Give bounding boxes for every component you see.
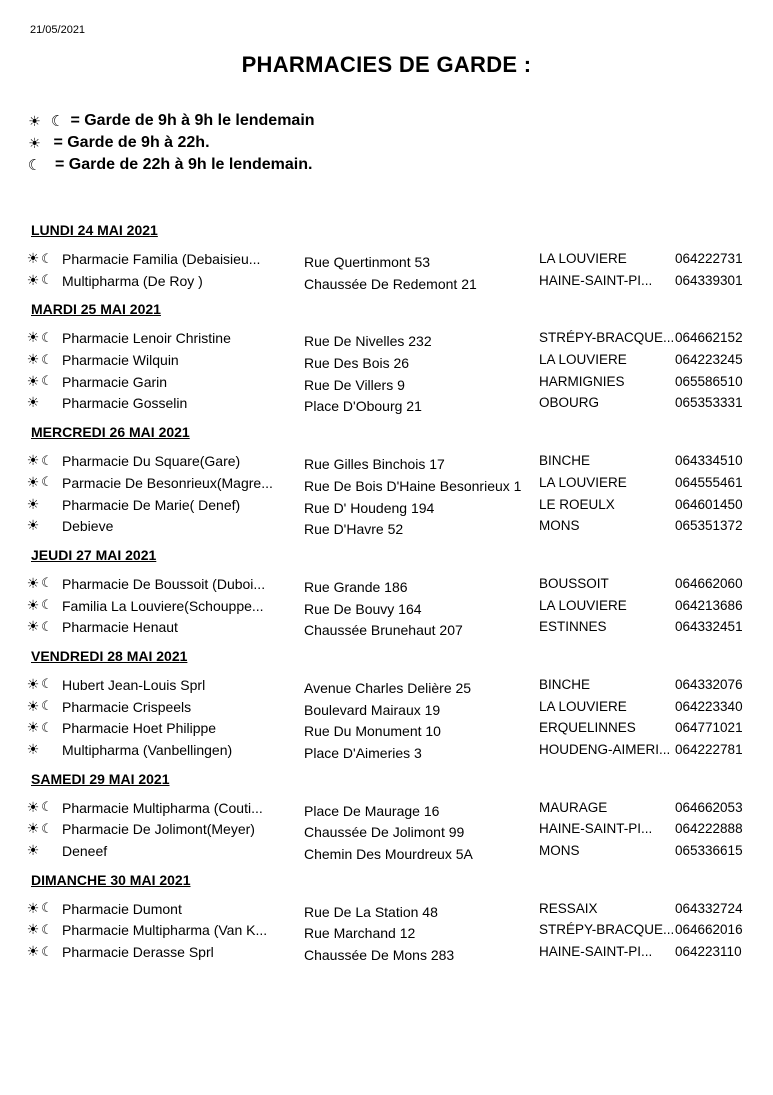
day-section [26, 218, 750, 291]
pharmacy-phone: 064222781 [675, 742, 743, 757]
pharmacy-row [26, 717, 750, 739]
pharmacy-address: Rue D'Havre 52 [304, 521, 404, 538]
pharmacy-city: MONS [539, 843, 580, 859]
moon-icon: ☾ [41, 474, 53, 490]
sun-icon: ☀ [26, 820, 40, 837]
duty-icons [26, 576, 62, 590]
day-section [26, 868, 750, 963]
pharmacy-city: LA LOUVIERE [539, 352, 627, 368]
pharmacy-row [26, 371, 750, 393]
sun-icon: ☀ [26, 473, 40, 490]
sun-icon: ☀ [26, 943, 40, 960]
pharmacy-address: Chaussée De Redemont 21 [304, 275, 477, 292]
schedule [26, 218, 750, 969]
pharmacy-phone: 064662053 [675, 799, 743, 815]
moon-icon: ☾ [41, 698, 53, 714]
moon-icon: ☾ [41, 452, 53, 468]
pharmacy-address: Rue Quertinmont 53 [304, 254, 431, 270]
duty-icons [26, 821, 62, 835]
legend-text: = Garde de 9h à 22h. [49, 134, 210, 151]
moon-icon: ☾ [41, 676, 53, 692]
pharmacy-name: Pharmacie Garin [62, 373, 168, 390]
pharmacy-address: Avenue Charles Delière 25 [304, 679, 472, 696]
duty-icons [26, 518, 62, 532]
pharmacy-phone: 064222888 [675, 821, 743, 837]
pharmacy-name: Pharmacie Du Square(Gare) [62, 453, 241, 470]
duty-icons [26, 251, 62, 265]
day-header: VENDREDI 28 MAI 2021 [31, 647, 188, 664]
pharmacy-phone: 064771021 [675, 720, 743, 736]
pharmacy-phone: 065353331 [675, 395, 743, 411]
moon-icon: ☾ [41, 329, 53, 345]
duty-icons [26, 720, 62, 734]
pharmacy-row [26, 674, 750, 696]
pharmacy-address: Rue Des Bois 26 [304, 355, 410, 372]
pharmacy-name: Pharmacie Dumont [62, 900, 182, 917]
pharmacy-city: LA LOUVIERE [539, 597, 627, 613]
duty-icons [26, 901, 62, 915]
duty-icons [26, 598, 62, 612]
pharmacy-city: OBOURG [539, 395, 600, 411]
pharmacy-city: RESSAIX [539, 900, 598, 916]
moon-icon: ☾ [41, 618, 53, 634]
legend-text: = Garde de 9h à 9h le lendemain [66, 112, 315, 129]
legend-text: = Garde de 22h à 9h le lendemain. [55, 156, 313, 173]
sun-icon: ☀ [26, 697, 40, 714]
duty-icons [26, 619, 62, 633]
pharmacy-name: Pharmacie Multipharma (Van K... [62, 922, 268, 939]
duty-icons [26, 273, 62, 287]
pharmacy-row [26, 696, 750, 718]
pharmacy-city: BINCHE [539, 676, 591, 692]
pharmacy-phone: 064223340 [675, 698, 743, 714]
day-section [26, 420, 750, 537]
pharmacy-phone: 064223245 [675, 352, 743, 368]
duty-icons [26, 800, 62, 814]
duty-icons [26, 497, 62, 511]
sun-icon: ☀ [26, 250, 40, 266]
sun-icon: ☀ [26, 495, 40, 512]
legend [26, 110, 315, 176]
pharmacy-city: LE ROEULX [539, 496, 615, 512]
pharmacy-name: Pharmacie De Marie( Denef) [62, 496, 241, 513]
pharmacy-name: Debieve [62, 518, 114, 535]
sun-icon: ☀ [26, 719, 40, 736]
sun-icon: ☀ [26, 452, 40, 469]
day-section [26, 767, 750, 862]
pharmacy-phone: 064223110 [675, 944, 742, 960]
pharmacy-address: Chaussée De Mons 283 [304, 947, 455, 964]
pharmacy-phone: 064601450 [675, 496, 743, 512]
pharmacy-name: Pharmacie De Boussoit (Duboi... [62, 575, 266, 592]
moon-icon: ☾ [27, 156, 42, 174]
sun-icon: ☀ [26, 842, 40, 859]
pharmacy-row [26, 515, 750, 537]
pharmacy-name: Pharmacie Henaut [62, 619, 178, 636]
moon-icon: ☾ [41, 250, 53, 266]
pharmacy-phone: 064332076 [675, 676, 743, 692]
pharmacy-phone: 065336615 [675, 843, 743, 859]
pharmacy-row [26, 270, 750, 292]
sun-icon: ☀ [26, 351, 40, 368]
pharmacy-address: Chemin Des Mourdreux 5A [304, 846, 473, 863]
moon-icon: ☾ [41, 597, 53, 613]
pharmacy-name: Pharmacie Derasse Sprl [62, 944, 214, 961]
sun-icon: ☀ [26, 517, 40, 534]
duty-icons [26, 352, 62, 366]
pharmacy-address: Rue Grande 186 [304, 578, 408, 595]
pharmacy-phone: 064334510 [675, 453, 743, 469]
moon-icon: ☾ [41, 943, 53, 959]
pharmacy-city: ESTINNES [539, 619, 607, 635]
duty-icons [26, 699, 62, 713]
pharmacy-address: Rue De Villers 9 [304, 376, 405, 393]
sun-icon: ☀ [26, 394, 40, 411]
sun-icon: ☀ [26, 798, 40, 815]
page-title: PHARMACIES DE GARDE : [241, 52, 532, 77]
pharmacy-address: Rue D' Houdeng 194 [304, 499, 435, 516]
pharmacy-name: Parmacie De Besonrieux(Magre... [62, 474, 273, 491]
pharmacy-phone: 065586510 [675, 373, 743, 389]
duty-icons [26, 475, 62, 489]
day-section [26, 644, 750, 761]
pharmacy-city: HAINE-SAINT-PI... [539, 821, 653, 837]
pharmacy-phone: 064332451 [675, 619, 743, 635]
day-header: JEUDI 27 MAI 2021 [31, 546, 157, 563]
duty-icons [26, 742, 62, 756]
sun-icon: ☀ [26, 329, 40, 346]
duty-icons [26, 843, 62, 857]
pharmacy-phone: 064662152 [675, 330, 743, 346]
pharmacy-row [26, 349, 750, 371]
pharmacy-address: Place D'Aimeries 3 [304, 745, 422, 761]
pharmacy-city: HAINE-SAINT-PI... [539, 944, 653, 960]
moon-icon: ☾ [41, 272, 53, 288]
pharmacy-name: Multipharma (Vanbellingen) [62, 742, 233, 758]
legend-item [26, 110, 315, 132]
pharmacy-address: Boulevard Mairaux 19 [304, 701, 441, 718]
pharmacy-row [26, 616, 750, 638]
sun-icon: ☀ [26, 618, 40, 635]
legend-item [26, 132, 315, 154]
duty-icons [26, 374, 62, 388]
pharmacy-city: ERQUELINNES [539, 720, 636, 736]
pharmacy-city: MONS [539, 518, 580, 534]
moon-icon: ☾ [41, 799, 53, 815]
pharmacy-address: Rue De Bois D'Haine Besonrieux 1 [304, 477, 522, 494]
sun-icon: ☀ [26, 899, 40, 916]
day-header: MERCREDI 26 MAI 2021 [31, 424, 190, 441]
pharmacy-phone: 064213686 [675, 597, 743, 613]
day-section [26, 543, 750, 638]
pharmacy-address: Rue De La Station 48 [304, 903, 438, 920]
pharmacy-row [26, 797, 750, 819]
pharmacy-phone: 064332724 [675, 900, 743, 916]
pharmacy-row [26, 327, 750, 349]
pharmacy-address: Rue De Nivelles 232 [304, 333, 432, 350]
pharmacy-name: Familia La Louviere(Schouppe... [62, 597, 264, 614]
moon-icon: ☾ [41, 351, 53, 367]
pharmacy-row [26, 472, 750, 494]
duty-icons [26, 330, 62, 344]
pharmacy-phone: 064339301 [675, 272, 743, 288]
document-date: 21/05/2021 [30, 24, 86, 36]
day-header: SAMEDI 29 MAI 2021 [31, 770, 170, 787]
day-header: LUNDI 24 MAI 2021 [31, 222, 158, 238]
pharmacy-row [26, 595, 750, 617]
day-header: DIMANCHE 30 MAI 2021 [31, 871, 191, 888]
pharmacy-address: Rue Marchand 12 [304, 925, 416, 942]
pharmacy-row [26, 739, 750, 761]
pharmacy-phone: 065351372 [675, 518, 743, 534]
pharmacy-name: Hubert Jean-Louis Sprl [62, 676, 206, 693]
pharmacy-city: LA LOUVIERE [539, 474, 627, 490]
pharmacy-name: Pharmacie Multipharma (Couti... [62, 799, 263, 816]
pharmacy-phone: 064662016 [675, 922, 743, 938]
moon-icon: ☾ [41, 373, 53, 389]
pharmacy-city: LA LOUVIERE [539, 251, 627, 266]
day-section [26, 297, 750, 414]
pharmacy-city: MAURAGE [539, 799, 608, 815]
moon-icon: ☾ [41, 921, 53, 937]
pharmacy-city: STRÉPY-BRACQUE... [539, 330, 675, 346]
pharmacy-address: Chaussée De Jolimont 99 [304, 824, 465, 841]
pharmacy-row [26, 573, 750, 595]
pharmacy-name: Pharmacie Hoet Philippe [62, 720, 217, 737]
pharmacy-row [26, 248, 750, 270]
pharmacy-city: LA LOUVIERE [539, 698, 627, 714]
pharmacy-row [26, 818, 750, 840]
pharmacy-city: HARMIGNIES [539, 373, 625, 389]
pharmacy-city: BOUSSOIT [539, 575, 609, 591]
pharmacy-city: STRÉPY-BRACQUE... [539, 922, 675, 938]
duty-icons [26, 395, 62, 409]
pharmacy-name: Pharmacie Crispeels [62, 698, 192, 715]
duty-icons [26, 922, 62, 936]
sun-icon: ☀ [26, 271, 40, 288]
pharmacy-address: Place D'Obourg 21 [304, 398, 422, 415]
pharmacy-row [26, 494, 750, 516]
sun-icon: ☀ [26, 741, 40, 757]
pharmacy-phone: 064662060 [675, 575, 743, 591]
pharmacy-row [26, 941, 750, 963]
pharmacy-name: Pharmacie De Jolimont(Meyer) [62, 821, 255, 838]
sun-icon: ☀ [28, 135, 41, 151]
pharmacy-name: Pharmacie Gosselin [62, 395, 188, 412]
pharmacy-address: Rue De Bouvy 164 [304, 600, 422, 617]
sun-icon: ☀ [26, 574, 40, 591]
pharmacy-name: Deneef [62, 843, 108, 860]
pharmacy-city: HOUDENG-AIMERI... [539, 742, 671, 757]
pharmacy-name: Multipharma (De Roy ) [62, 272, 203, 289]
pharmacy-row [26, 898, 750, 920]
duty-icons [26, 453, 62, 467]
moon-icon: ☾ [41, 719, 53, 735]
pharmacy-row [26, 392, 750, 414]
moon-icon: ☾ [50, 112, 65, 130]
duty-icons [26, 944, 62, 958]
moon-icon: ☾ [41, 900, 53, 916]
pharmacy-row [26, 840, 750, 862]
legend-item [26, 154, 315, 176]
duty-icons [26, 677, 62, 691]
pharmacy-city: HAINE-SAINT-PI... [539, 272, 653, 288]
pharmacy-address: Rue Gilles Binchois 17 [304, 456, 445, 473]
pharmacy-address: Place De Maurage 16 [304, 802, 440, 819]
sun-icon: ☀ [28, 113, 41, 129]
pharmacy-city: BINCHE [539, 453, 591, 469]
pharmacy-name: Pharmacie Lenoir Christine [62, 330, 231, 347]
sun-icon: ☀ [26, 596, 40, 613]
pharmacy-address: Rue Du Monument 10 [304, 723, 441, 740]
pharmacy-name: Pharmacie Wilquin [62, 352, 179, 369]
sun-icon: ☀ [26, 675, 40, 692]
day-header: MARDI 25 MAI 2021 [31, 301, 161, 318]
pharmacy-phone: 064555461 [675, 474, 743, 490]
pharmacy-name: Pharmacie Familia (Debaisieu... [62, 251, 261, 267]
sun-icon: ☀ [26, 921, 40, 938]
pharmacy-address: Chaussée Brunehaut 207 [304, 622, 463, 639]
moon-icon: ☾ [41, 820, 53, 836]
pharmacy-row [26, 450, 750, 472]
pharmacy-phone: 064222731 [675, 251, 743, 266]
moon-icon: ☾ [41, 575, 53, 591]
pharmacy-row [26, 919, 750, 941]
sun-icon: ☀ [26, 372, 40, 389]
